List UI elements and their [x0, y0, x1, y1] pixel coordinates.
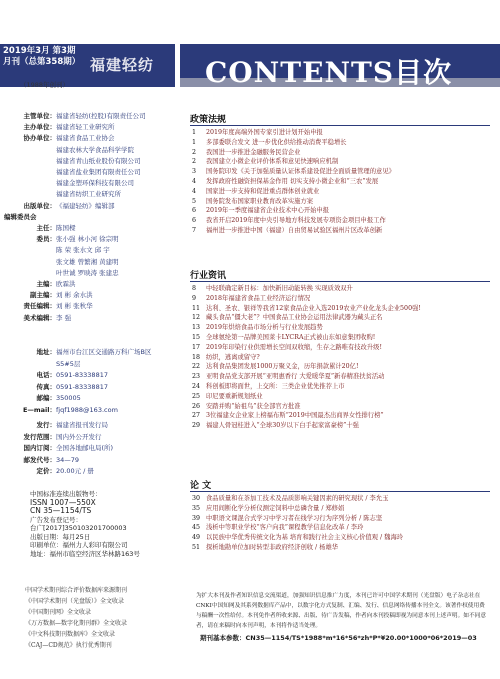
toc-item[interactable]: [192, 294, 421, 304]
toc-item[interactable]: [192, 187, 395, 197]
toc-page: 27: [192, 412, 201, 420]
toc-item[interactable]: [192, 504, 403, 514]
info-label: 邮编：: [36, 394, 56, 402]
journal-logo: 福建轻纺: [90, 56, 155, 74]
toc-title: 探析地勘单位加时转型非政府经济创收 / 杨雄华: [206, 543, 339, 551]
toc-title: 安踏并购“始祖鸟”获全部官方批准: [206, 402, 301, 410]
toc-item[interactable]: [192, 313, 421, 323]
toc-page: 29: [192, 422, 201, 430]
issn-line: 台广[2017]350103201700003: [30, 524, 127, 532]
info-value: 福建省轻纺(控股)有限责任公司: [56, 112, 146, 120]
toc-item[interactable]: [192, 362, 421, 372]
info-row: [4, 456, 79, 465]
info-value: 福建省青山纸业股份有限公司: [56, 156, 141, 165]
toc-title: 全球氨纶第一品牌美国莱卡LYCRA正式被山东如意集团收购!: [206, 333, 376, 341]
toc-list: [192, 494, 403, 553]
toc-item[interactable]: [192, 392, 421, 402]
info-value: 福建省轻工业研究所: [56, 123, 115, 132]
info-row: [4, 190, 121, 199]
info-row: [4, 444, 113, 453]
toc-item[interactable]: [192, 226, 395, 236]
toc-title: 达利食品集团发展1000万聚义金，历年捐款累计20亿!: [206, 363, 359, 371]
issn-block: [30, 490, 140, 558]
toc-page: 25: [192, 392, 201, 400]
toc-page: 8: [192, 285, 197, 292]
toc-item[interactable]: [192, 533, 403, 543]
toc-item[interactable]: [192, 343, 421, 353]
info-label: 主管单位：: [23, 112, 56, 120]
toc-title: 纺织，逃离或留守?: [206, 353, 260, 361]
section-divider: [190, 281, 490, 282]
toc-item[interactable]: [192, 494, 403, 504]
info-label: 编辑委员会: [4, 212, 37, 221]
toc-item[interactable]: [192, 167, 395, 177]
toc-title: 2018年福建省食品工业经济运行情况: [206, 294, 311, 302]
founded-note: （1988年创刊）: [20, 81, 70, 89]
issue-line-1: 2019年3月 第3期: [3, 46, 76, 56]
info-value: 0591-83338817: [56, 382, 108, 391]
index-line: 《中文科技期刊数据库》全文收录: [25, 631, 116, 638]
info-label: 发行范围：: [23, 432, 56, 441]
info-value: 福建金塑环保科技有限公司: [56, 179, 134, 188]
toc-title: 国务院印发《关于加强质量认证体系建设促进全面质量管理的意见》: [206, 168, 395, 176]
issn-line: ISSN 1007—550X: [30, 497, 96, 507]
info-label: 传真：: [36, 382, 56, 391]
toc-list: [192, 128, 395, 236]
toc-item[interactable]: [192, 128, 395, 138]
toc-title: 3位福建女企业家上榜福布斯“2019中国最杰出商界女性排行榜”: [206, 412, 384, 420]
info-row: [4, 371, 108, 380]
info-row: [4, 406, 118, 415]
toc-title: 2019年印染行业供需增长空间双收缩，生存之路唯有技改升级!: [206, 343, 382, 351]
info-value: 张小强 林小河 徐宗明: [56, 235, 119, 244]
toc-title: 2019年烘焙食品市场分析与行业发展趋势: [206, 324, 323, 332]
toc-item[interactable]: [192, 216, 395, 226]
toc-item[interactable]: [192, 543, 403, 553]
toc-title: 我省开启2019年度中央引导地方科技发展专项资金项目申报工作: [206, 217, 386, 225]
toc-item[interactable]: [192, 323, 421, 333]
info-value: 福建省食品工业协会: [56, 134, 115, 143]
toc-title: 食品质量和在茶加工技术及品质影响关键因素的研究现状 / 李允玉: [206, 495, 389, 502]
info-label: 美术编辑：: [23, 313, 56, 322]
info-row: [4, 134, 115, 143]
toc-title: 浅析中等职业学校“客户向我”课程教学信息化改革 / 李玲: [206, 524, 364, 532]
toc-item[interactable]: [192, 353, 421, 363]
toc-page: 6: [192, 217, 197, 225]
info-row: [4, 421, 108, 430]
info-row: [4, 360, 80, 369]
info-row: [4, 112, 146, 121]
toc-item[interactable]: [192, 411, 421, 421]
toc-page: 7: [192, 226, 197, 234]
toc-page: 17: [192, 343, 201, 351]
info-value: fjqf1988@163.com: [56, 405, 118, 414]
toc-page: 45: [192, 524, 201, 532]
info-row: [4, 394, 81, 403]
info-label: E—mail：: [22, 405, 56, 414]
toc-page: 6: [192, 207, 197, 215]
toc-item[interactable]: [192, 514, 403, 524]
info-value: 刘 彬 余水洪: [56, 291, 93, 300]
section-title: 行业资讯: [190, 271, 227, 281]
info-label: 副主编：: [30, 291, 56, 300]
toc-title: 中轻联确定新目标：加快新旧动能转换 实现质效双升: [206, 285, 353, 292]
info-row: [4, 291, 93, 300]
toc-page: 23: [192, 373, 201, 381]
info-row: [4, 280, 76, 289]
info-label: 国内订阅：: [23, 444, 56, 452]
toc-title: 多部委联合发文 进一步优化供给推动消费平稳增长: [206, 138, 347, 146]
info-row: [4, 123, 115, 132]
toc-item[interactable]: [192, 372, 421, 382]
toc-item[interactable]: [192, 157, 395, 167]
section-divider: [190, 125, 490, 126]
info-value: 福建省报刊发行局: [56, 421, 108, 429]
toc-page: 15: [192, 333, 201, 341]
indexed-in: [25, 585, 127, 651]
info-value: 李 强: [56, 313, 72, 322]
info-value: 叶世诚 罗映涛 张建忠: [56, 268, 119, 277]
info-value: 国内外公开发行: [56, 432, 102, 441]
toc-page: 22: [192, 363, 201, 371]
info-value: 刘 彬 张秋华: [56, 302, 93, 311]
issn-line: 出版日期：每月25日: [30, 532, 91, 541]
toc-item[interactable]: [192, 197, 395, 207]
info-label: 邮发代号：: [23, 455, 56, 464]
toc-page: 4: [192, 187, 197, 195]
toc-item[interactable]: [192, 523, 403, 533]
copyright-notice: 为扩大本刊及作者知识信息交流渠道，加强知识信息推广力度，本刊已许可中国学术期刊（光盘版）电子杂志社在CNKI中国知网及其系列数据库产品中，以数字化方式复制、汇编、发行、信息网络传播本刊全文。该著作权使用费与稿酬一次性给付。本刊免作者所收来源、出版、待广告发稿，作者向本刊投稿即视为同意本刊上述声明。如不同意者，请在来稿时向本刊声明，本刊将作适当处理。: [196, 593, 487, 629]
toc-list: [192, 284, 421, 431]
section-title: 论 文: [190, 481, 212, 491]
toc-page: 5: [192, 197, 197, 205]
toc-item[interactable]: [192, 148, 395, 158]
info-value: 福建省纺织工业研究所: [56, 190, 121, 199]
index-line: 《中国学术期刊（光盘版）》全文收录: [25, 598, 125, 605]
info-label: 地址：: [36, 348, 56, 356]
toc-page: 3: [192, 168, 197, 176]
info-row: [4, 302, 93, 311]
info-row: [4, 258, 119, 267]
info-label: 主办单位：: [23, 123, 56, 132]
index-line: 《万方数据—数字化期刊群》全文收录: [25, 620, 128, 627]
toc-title: 应用间断化学分析仪测定饲料中总磷含量 / 郑修娟: [206, 504, 345, 512]
info-row: [4, 348, 151, 357]
toc-title: 我国进一步推进金融服务民营企业: [206, 148, 301, 156]
toc-page: 39: [192, 514, 201, 522]
info-row: [4, 235, 119, 244]
toc-page: 1: [192, 138, 197, 146]
index-line: 中国学术期刊综合评价数据库来源期刊: [25, 587, 128, 594]
info-value: 陈 荣 张水文 邱 宇: [56, 246, 110, 255]
info-value: 《福建轻纺》编辑部: [56, 201, 115, 210]
toc-item[interactable]: [192, 304, 421, 314]
journal-parameters: 期刊基本参数：CN35—1154/TS*1988*m*16*56*zh*P*¥20.00*1000*06*2019—03: [200, 634, 477, 642]
issue-info: [3, 46, 80, 68]
toc-item[interactable]: [192, 284, 421, 294]
info-value: 0591-83338817: [56, 371, 108, 379]
section-title: 政策法规: [190, 115, 227, 125]
info-label: 发行：: [36, 421, 56, 429]
info-value: 350005: [56, 394, 81, 402]
info-label: 电话：: [36, 371, 56, 379]
toc-title: 印尼要重新规划纸业: [206, 392, 263, 400]
toc-item[interactable]: [192, 177, 395, 187]
info-value: 陈国樑: [56, 224, 76, 232]
info-value: 34—79: [56, 455, 80, 464]
toc-page: 18: [192, 353, 201, 361]
issue-line-2: 月刊（总第358期）: [3, 57, 81, 67]
issn-line: 印刷单位：福州力人彩印有限公司: [30, 541, 128, 549]
info-label: 委员：: [36, 235, 56, 244]
toc-page: 4: [192, 177, 197, 185]
info-row: [4, 433, 102, 442]
info-row: [4, 157, 141, 166]
issn-line: CN 35—1154/TS: [30, 506, 92, 515]
info-row: [4, 269, 119, 278]
info-row: [4, 314, 71, 323]
info-row: [4, 146, 134, 155]
info-value: 20.00元 / 册: [56, 467, 94, 475]
index-line: 《CAJ—CD规范》执行优秀期刊: [25, 642, 112, 649]
contents-title: [205, 51, 452, 91]
toc-page: 1: [192, 129, 197, 136]
contents-cn: 目次: [394, 56, 453, 89]
toc-page: 11: [192, 304, 201, 312]
toc-item[interactable]: [192, 206, 395, 216]
toc-page: 2: [192, 148, 197, 156]
info-row: [4, 383, 108, 392]
info-row: [4, 224, 76, 233]
info-row: [4, 213, 64, 222]
info-row: [4, 202, 115, 211]
info-row: [4, 246, 110, 255]
toc-page: 30: [192, 495, 201, 502]
toc-item[interactable]: [192, 382, 421, 392]
info-row: [4, 467, 94, 476]
info-row: [4, 168, 141, 177]
info-value: 福州市台江区交通路万科广场B区: [56, 348, 152, 356]
info-label: 协办单位：: [23, 134, 56, 143]
toc-item[interactable]: [192, 402, 421, 412]
info-row: [4, 179, 134, 188]
toc-item[interactable]: [192, 333, 421, 343]
issn-line: 地址：福州市临空经济区华林路163号: [30, 549, 140, 558]
info-value: 福建农林大学食品科学学院: [56, 145, 134, 154]
info-label: 出版单位：: [23, 201, 56, 210]
issn-line: 中国标准连续出版物号：: [30, 490, 102, 498]
info-value: 全国各地邮电局(所): [56, 444, 114, 452]
info-label: 责任编辑：: [23, 302, 56, 311]
toc-title: 以民族中华优秀传统文化为基 培育和践行社会主义核心价值观 / 魏海玲: [206, 534, 404, 542]
contents-label: CONTENTS: [205, 56, 395, 89]
toc-item[interactable]: [192, 421, 421, 431]
toc-title: 2019年一季度福建省企业技术中心开始申报: [206, 207, 330, 215]
toc-title: 科创板即将面世，上交所：三类企业优先推荐上市: [206, 382, 345, 390]
info-value: S5#5层: [56, 359, 81, 368]
toc-title: 我国建立小微企业评价体系和意见快速响应机制: [206, 158, 339, 166]
toc-title: 中职语文课混合式学习中学习者在线学习行为序列分析 / 陈志坚: [206, 514, 383, 522]
toc-title: 藏头食品“僵大老”？中国食品工业协会运用法律武器为藏头正名: [206, 314, 383, 322]
toc-page: 9: [192, 294, 197, 302]
toc-title: 国家进一步支持和促进重点群体创业就业: [206, 187, 320, 195]
toc-title: 福州进一步推进中国（福建）自由贸易试验区福州片区改革创新: [206, 226, 383, 234]
toc-title: 亚明食品党支部开展“亚明惠香行 大爱暖华夏”新春精准扶贫活动: [206, 373, 385, 381]
toc-title: 福建人骨冠桂进入“全球30岁以下白手起家富豪榜”十强: [206, 422, 359, 430]
toc-title: 2019年度高端外国专家引进计划开始申报: [206, 129, 323, 136]
toc-title: 国务院发布国家职业教育改革实施方案: [206, 197, 314, 205]
toc-page: 2: [192, 158, 197, 166]
index-line: 《中国期刊网》全文收录: [25, 609, 92, 616]
toc-title: 达利、圣农、银祥等我省12家食品企业入选2019农业产业化龙头企业500强!: [206, 304, 421, 312]
info-value: 张文雄 曾繁湘 黄建明: [56, 257, 119, 266]
info-label: 主任：: [36, 224, 56, 232]
info-label: 定价：: [36, 467, 56, 475]
toc-page: 24: [192, 382, 201, 390]
issn-line: 广告发布登记号：: [30, 515, 82, 524]
toc-item[interactable]: [192, 138, 395, 148]
info-value: 福建省盐业集团有限责任公司: [56, 168, 141, 176]
section-divider: [190, 491, 490, 492]
toc-page: 51: [192, 543, 201, 551]
toc-page: 26: [192, 402, 201, 410]
info-value: 欧霖洪: [56, 280, 76, 288]
toc-page: 35: [192, 504, 201, 512]
toc-page: 12: [192, 314, 201, 322]
toc-page: 49: [192, 534, 201, 542]
info-label: 主编：: [36, 280, 56, 288]
toc-page: 13: [192, 324, 201, 332]
toc-title: 发挥政府性融资担保基金作用 切实支持小微企业和“三农”发展: [206, 177, 379, 185]
